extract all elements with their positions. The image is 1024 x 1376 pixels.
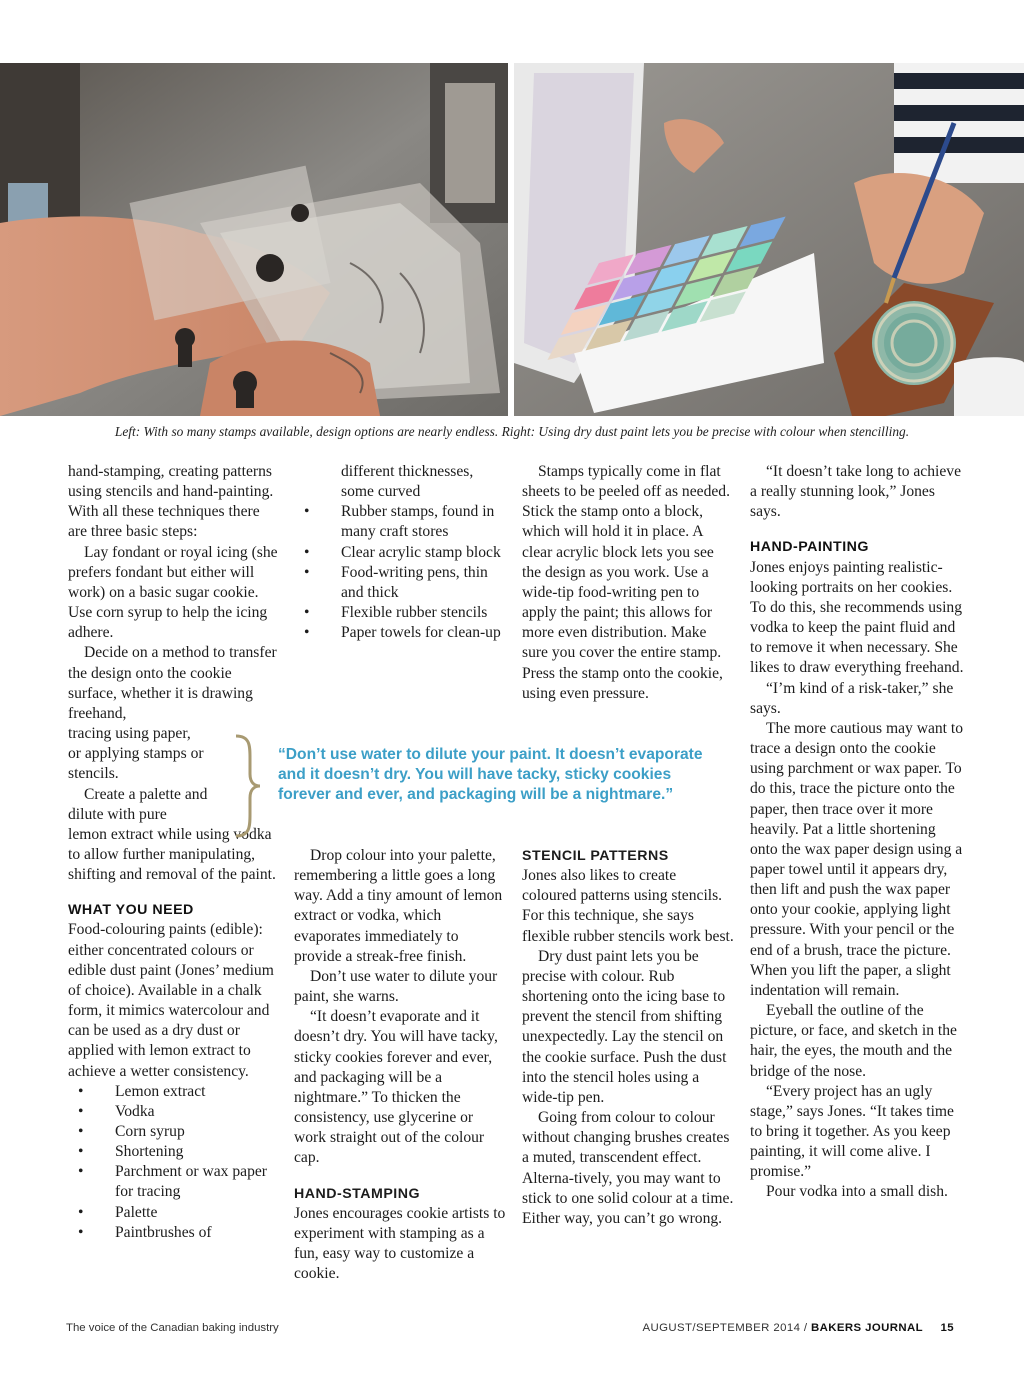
magazine-name: BAKERS JOURNAL [811, 1322, 923, 1334]
supplies-list-continued [294, 462, 506, 643]
supplies-list [68, 1082, 280, 1243]
section-heading-stencil-patterns: STENCIL PATTERNS [522, 848, 669, 864]
list-item: • Lemon extract [68, 1082, 280, 1102]
brace-ornament [228, 734, 262, 838]
bullet-glyph: • [78, 1203, 84, 1221]
list-item: • Vodka [68, 1102, 280, 1122]
column-4 [750, 462, 964, 1203]
page-number: 15 [940, 1322, 954, 1334]
paragraph: Stamps typically come in flat sheets to be peeled off as needed. Stick the stamp onto a block, which will hold it in place. A clear acrylic block lets you see the design as you work. Use a wide-tip food-writing pen to apply the paint; this allows for more even distribution. Make sure you cover the entire stamp. Press the stamp onto the cookie, using even pressure. [522, 463, 730, 702]
paragraph-line: dilute with pure [68, 805, 167, 823]
paragraph: Going from colour to colour without changing brushes creates a muted, transcendent effect. Alterna-tively, you may want to stick to one solid colour at a time. Either way, you can’t go wrong. [522, 1109, 734, 1227]
footer-tagline: The voice of the Canadian baking industry [66, 1322, 279, 1334]
paragraph: “It doesn’t take long to achieve a really stunning look,” Jones says. [750, 463, 961, 521]
paragraph: Dry dust paint lets you be precise with colour. Rub shortening onto the icing base to prevent the stencil from shifting unexpectedly. Lay the stencil on the cookie surface. Push the dust into the stencil holes using a wide-tip pen. [522, 947, 727, 1106]
paragraph: Jones also likes to create coloured patterns using stencils. For this technique, she says flexible rubber stencils work best. [522, 867, 734, 945]
bullet-glyph: • [304, 543, 310, 561]
list-item-continued: different thicknesses, some curved [341, 463, 474, 501]
paragraph: Don’t use water to dilute your paint, she warns. [294, 967, 498, 1006]
issue-date: AUGUST/SEPTEMBER 2014 / [642, 1322, 808, 1334]
paragraph-line: tracing using paper, [68, 725, 191, 743]
bullet-glyph: • [78, 1123, 84, 1140]
bullet-glyph: • [78, 1102, 84, 1120]
section-heading-what-you-need: WHAT YOU NEED [68, 902, 194, 919]
paragraph: lemon extract while using vodka to allow further manipulating, shifting and removal of the paint. [68, 825, 276, 884]
paragraph: “I’m kind of a risk-taker,” she says. [750, 679, 954, 717]
column-1 [68, 462, 280, 1243]
paragraph-line: Create a palette and [84, 785, 208, 803]
paragraph: Drop colour into your palette, remembering a little goes a long way. Add a tiny amount of lemon extract or vodka, which evaporates immediately to provide a streak-free finish. [294, 847, 503, 965]
list-item: • Shortening [68, 1142, 280, 1162]
paragraph: “It doesn’t evaporate and it doesn’t dry. You will have tacky, sticky cookies forever and ever, and packaging will be a nightmare.” To thicken the consistency, use glycerine or work straight out of the colour cap. [294, 1008, 498, 1167]
column-3-bottom [522, 846, 734, 1229]
column-2-top [294, 462, 506, 643]
paragraph: Lay fondant or royal icing (she prefers fondant but either will work) on a basic sugar cookie. Use corn syrup to help the icing adhere. [68, 543, 278, 642]
photo-palette [514, 63, 1024, 416]
paragraph: Jones enjoys painting realistic-looking portraits on her cookies. To do this, she recommends using vodka to keep the paint fluid and to remove it when necessary. She likes to draw everything freehand. [750, 558, 964, 677]
list-item: • Paintbrushes of [68, 1223, 280, 1243]
list-item: • Rubber stamps, found in many craft stores [304, 503, 495, 541]
paragraph: Eyeball the outline of the picture, or face, and sketch in the hair, the eyes, the mouth and the bridge of the nose. [750, 1002, 957, 1080]
bullet-glyph: • [78, 1163, 84, 1181]
palette-illustration [514, 63, 1024, 416]
paragraph: The more cautious may want to trace a design onto the cookie using parchment or wax paper. To do this, trace the picture onto the paper, then trace over it more heavily. Pat a little shortening onto the wax paper design using a paper towel until it appears dry, then lift and push the wax paper onto your cookie, applying light pressure. With your pencil or the end of a brush, trace the picture. When you lift the paper, a slight indentation will remain. [750, 719, 964, 999]
list-item: • Food-writing pens, thin and thick [304, 563, 488, 601]
stamps-illustration [0, 63, 508, 416]
section-heading-hand-painting: HAND-PAINTING [750, 539, 869, 556]
bullet-glyph: • [304, 563, 310, 581]
bullet-glyph: • [304, 624, 310, 642]
photo-caption: Left: With so many stamps available, design options are nearly endless. Right: Using dry dust paint lets you be precise with colour when stencilling. [114, 424, 910, 439]
list-item: • Flexible rubber stencils [294, 603, 506, 623]
column-3-top [522, 462, 734, 704]
list-item: • Palette [68, 1203, 280, 1223]
paragraph: Food-colouring paints (edible): either concentrated colours or edible dust paint (Jones’ medium of choice). Available in a chalk form, it mimics watercolour and can be used as a dry dust or applied with lemon extract to achieve a wetter consistency. [68, 921, 274, 1080]
list-item: • Clear acrylic stamp block [294, 543, 506, 563]
paragraph: hand-stamping, creating patterns using stencils and hand-painting. With all these techniques there are three basic steps: [68, 463, 274, 541]
list-item: • Parchment or wax paper for tracing [78, 1163, 267, 1201]
paragraph: “Every project has an ugly stage,” says Jones. “It takes time to bring it together. As you keep painting, it will come alive. I promise.” [750, 1082, 954, 1181]
paragraph: Pour vodka into a small dish. [766, 1183, 948, 1201]
footer-folio [643, 1322, 954, 1334]
paragraph: Decide on a method to transfer the design onto the cookie surface, whether it is drawing freehand, [68, 644, 277, 722]
paragraph: Jones encourages cookie artists to experiment with stamping as a fun, easy way to customize a cookie. [294, 1204, 506, 1283]
bullet-glyph: • [78, 1143, 84, 1161]
section-heading-hand-stamping: HAND-STAMPING [294, 1185, 421, 1202]
bullet-glyph: • [78, 1223, 84, 1241]
paragraph-line: stencils. [68, 765, 119, 783]
list-item: • Corn syrup [68, 1122, 280, 1142]
photo-stamps [0, 63, 508, 416]
list-item: • Paper towels for clean-up [294, 623, 506, 643]
bullet-glyph: • [78, 1082, 84, 1100]
pull-quote: “Don’t use water to dilute your paint. It doesn’t evaporate and it doesn’t dry. You will have tacky, sticky cookies forever and ever, and packaging will be a nightmare.” [278, 746, 703, 804]
paragraph-line: or applying stamps or [68, 745, 204, 763]
column-2-bottom [294, 846, 506, 1284]
bullet-glyph: • [304, 604, 310, 622]
bullet-glyph: • [304, 503, 310, 521]
